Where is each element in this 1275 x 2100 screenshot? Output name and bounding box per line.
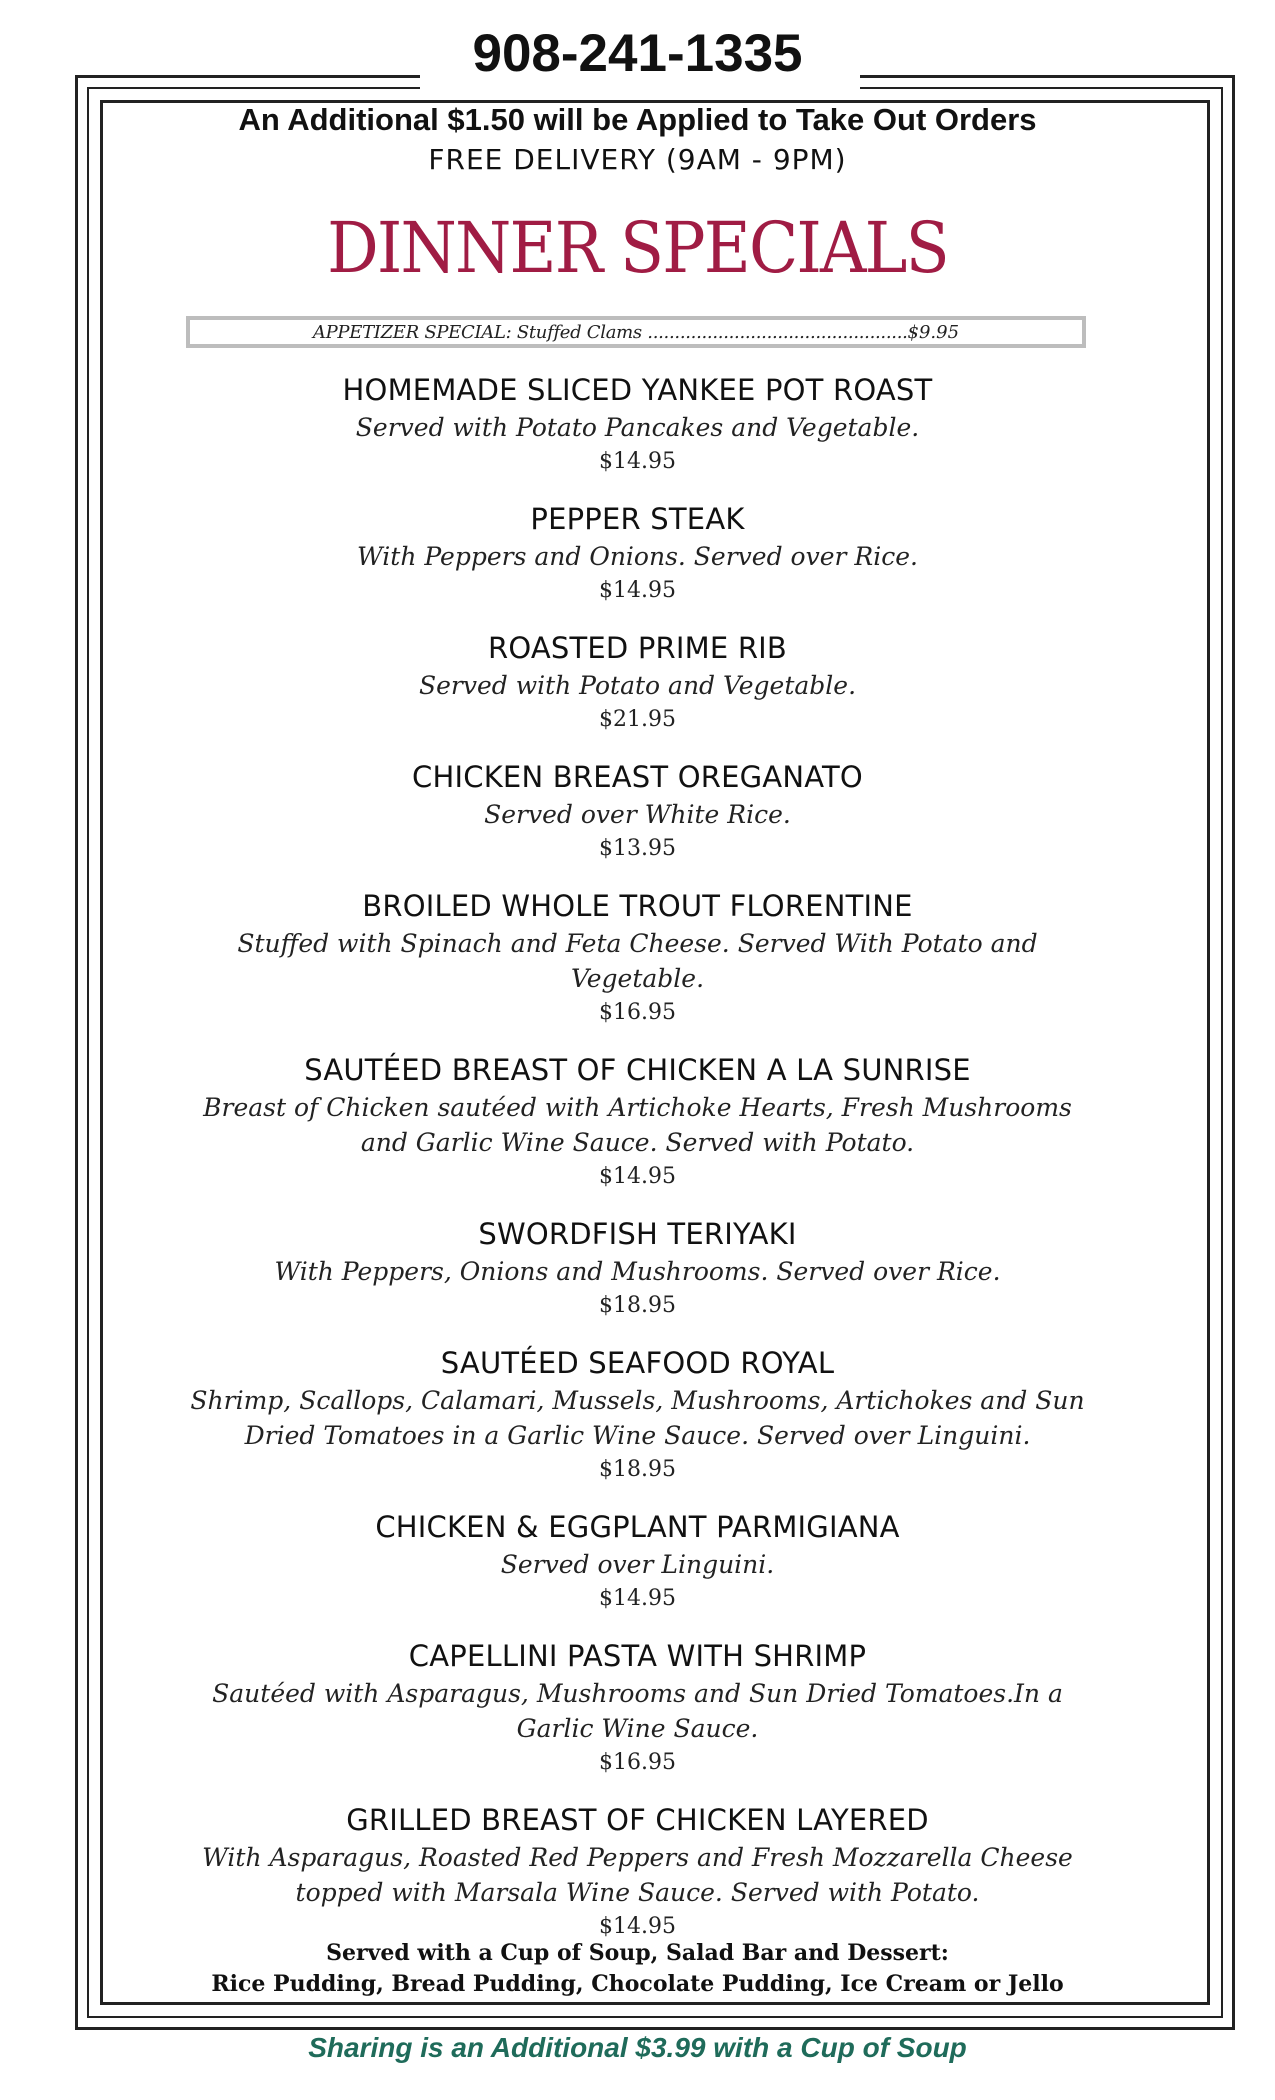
- item-price: $14.95: [599, 1164, 676, 1189]
- menu-item: [150, 757, 1125, 866]
- item-price: $14.95: [599, 578, 676, 603]
- item-description: Served over Linguini.: [500, 1550, 775, 1579]
- item-price: $16.95: [599, 1750, 676, 1775]
- menu-item: [150, 1050, 1125, 1194]
- sharing-note: Sharing is an Additional $3.99 with a Cup of Soup: [308, 2032, 967, 2063]
- menu-item: [150, 499, 1125, 608]
- item-description: Shrimp, Scallops, Calamari, Mussels, Mushrooms, Artichokes and Sun Dried Tomatoes in a Garlic Wine Sauce. Served over Linguini.: [190, 1386, 1085, 1450]
- appetizer-label: APPETIZER SPECIAL: Stuffed Clams ................................................: [312, 322, 908, 343]
- item-description: Served over White Rice.: [484, 800, 791, 829]
- phone-number: 908-241-1335: [472, 24, 803, 83]
- item-name: GRILLED BREAST OF CHICKEN LAYERED: [346, 1803, 929, 1837]
- item-name: CAPELLINI PASTA WITH SHRIMP: [408, 1639, 867, 1673]
- appetizer-price: $9.95: [907, 322, 960, 343]
- item-name: SAUTÉED BREAST OF CHICKEN A LA SUNRISE: [304, 1053, 971, 1087]
- item-name: SAUTÉED SEAFOOD ROYAL: [440, 1346, 835, 1380]
- takeout-notice: An Additional $1.50 will be Applied to Take Out Orders: [238, 102, 1037, 137]
- served-with-note: [0, 1938, 1275, 2000]
- item-description: Stuffed with Spinach and Feta Cheese. Served With Potato and Vegetable.: [237, 929, 1038, 993]
- item-description: Served with Potato Pancakes and Vegetable.: [355, 413, 920, 442]
- appetizer-special-box: [186, 316, 1086, 348]
- item-price: $14.95: [599, 1914, 676, 1939]
- item-name: SWORDFISH TERIYAKI: [478, 1217, 797, 1251]
- page-title: DINNER SPECIALS: [327, 207, 948, 289]
- menu-item: [150, 1800, 1125, 1944]
- item-description: With Asparagus, Roasted Red Peppers and Fresh Mozzarella Cheese topped with Marsala Wine Sauce. Served with Potato.: [202, 1843, 1073, 1907]
- menu-item: [150, 886, 1125, 1030]
- menu-item: [150, 628, 1125, 737]
- menu-item: [150, 370, 1125, 479]
- item-name: HOMEMADE SLICED YANKEE POT ROAST: [342, 373, 933, 407]
- item-name: CHICKEN & EGGPLANT PARMIGIANA: [375, 1510, 900, 1544]
- served-with-line-1: Served with a Cup of Soup, Salad Bar and Dessert:: [326, 1940, 949, 1966]
- item-price: $18.95: [599, 1457, 676, 1482]
- item-price: $14.95: [599, 1586, 676, 1611]
- item-name: BROILED WHOLE TROUT FLORENTINE: [362, 889, 913, 923]
- item-description: Breast of Chicken sautéed with Artichoke Hearts, Fresh Mushrooms and Garlic Wine Sauce. Served with Potato.: [203, 1093, 1072, 1157]
- item-description: With Peppers and Onions. Served over Rice.: [357, 542, 918, 571]
- menu-item: [150, 1343, 1125, 1487]
- item-price: $18.95: [599, 1293, 676, 1318]
- item-description: Served with Potato and Vegetable.: [418, 671, 857, 700]
- delivery-notice: FREE DELIVERY (9AM - 9PM): [428, 143, 847, 176]
- menu-item: [150, 1214, 1125, 1323]
- item-description: Sautéed with Asparagus, Mushrooms and Sun Dried Tomatoes.In a Garlic Wine Sauce.: [212, 1679, 1063, 1743]
- menu-item: [150, 1636, 1125, 1780]
- item-name: CHICKEN BREAST OREGANATO: [412, 760, 863, 794]
- item-name: PEPPER STEAK: [530, 502, 745, 536]
- menu-item: [150, 1507, 1125, 1616]
- item-name: ROASTED PRIME RIB: [487, 631, 788, 665]
- item-description: With Peppers, Onions and Mushrooms. Served over Rice.: [274, 1257, 1001, 1286]
- item-price: $13.95: [599, 836, 676, 861]
- menu-list: [150, 370, 1125, 1964]
- item-price: $14.95: [599, 449, 676, 474]
- item-price: $16.95: [599, 1000, 676, 1025]
- served-with-line-2: Rice Pudding, Bread Pudding, Chocolate Pudding, Ice Cream or Jello: [211, 1971, 1064, 1997]
- item-price: $21.95: [599, 707, 676, 732]
